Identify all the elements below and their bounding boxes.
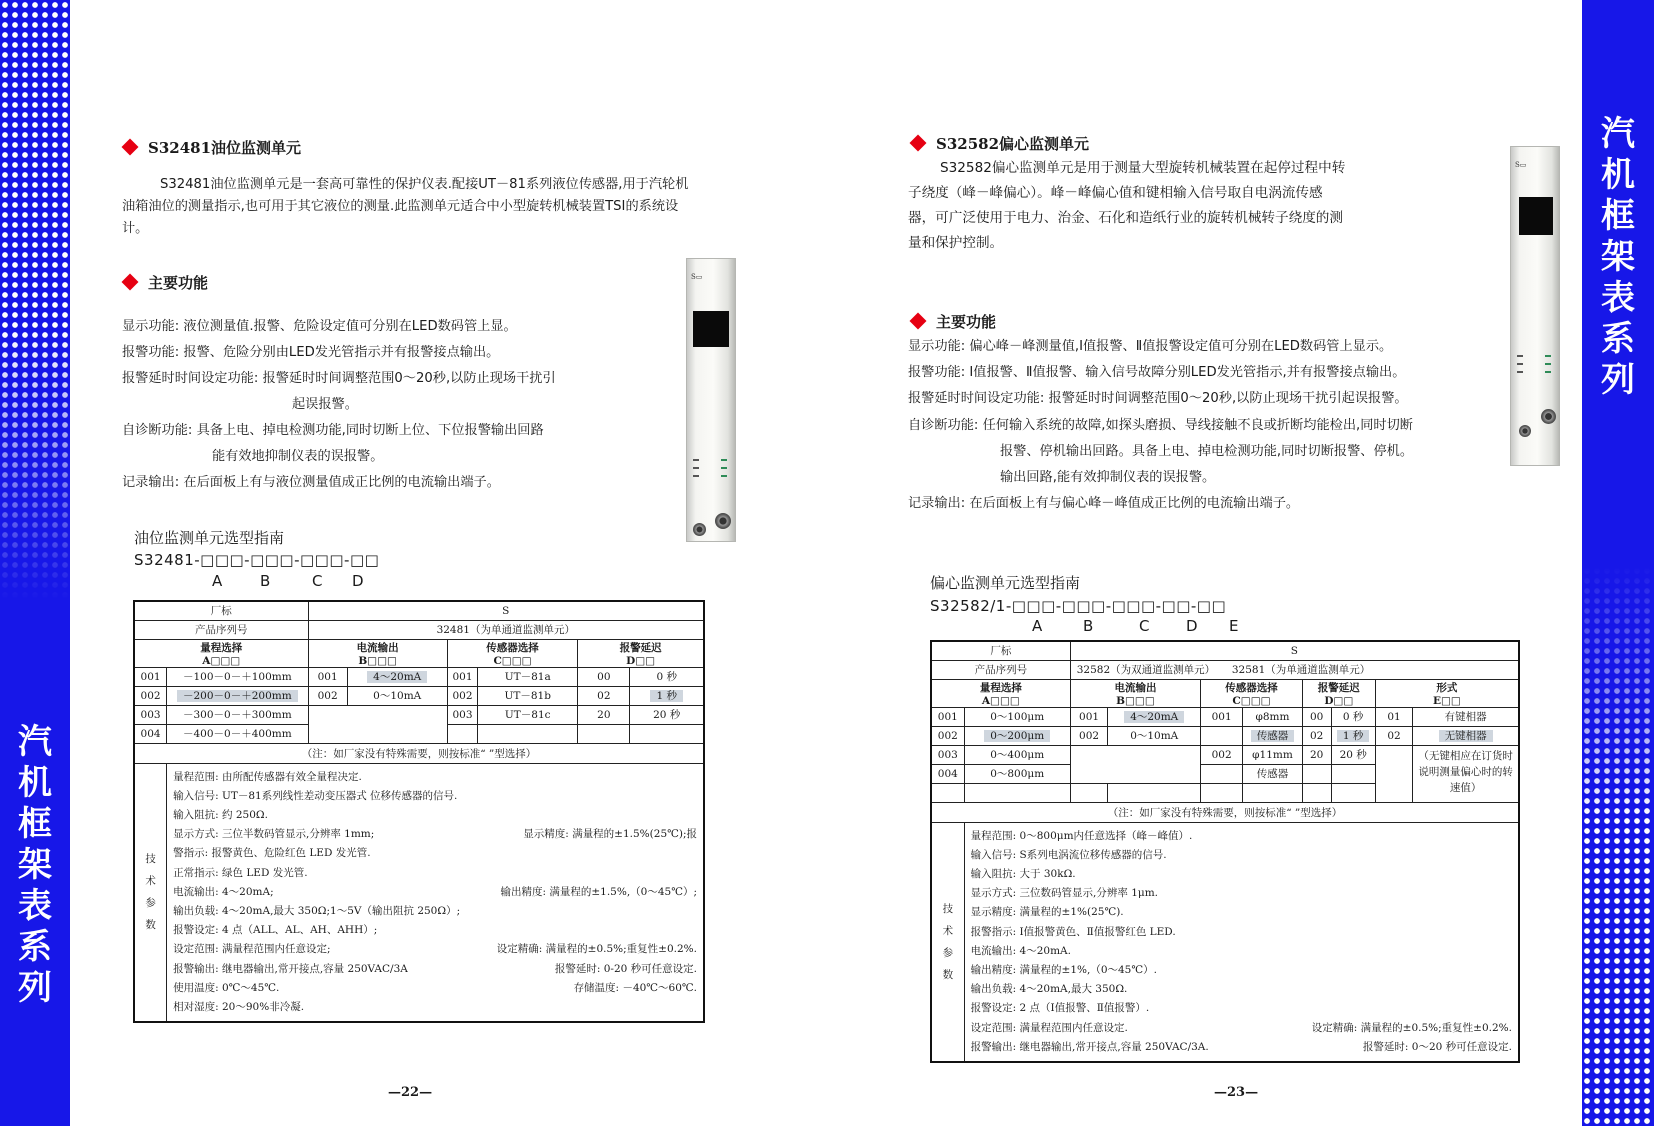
table-cell: UT－81c: [478, 705, 578, 724]
diamond-bullet-icon: [122, 139, 139, 156]
tech-label: 技 术 参 数: [931, 822, 964, 1062]
function-item: 报警、停机输出回路。具备上电、掉电检测功能,同时切断报警、停机。 输出回路,能有效抑制仪表的误报警。: [1000, 443, 1414, 486]
table-row: [134, 667, 704, 686]
table-cell: 20 秒: [1331, 745, 1375, 764]
function-list: [122, 314, 556, 496]
tech-param-text: 输入阻抗: 约 250Ω.: [173, 808, 268, 821]
table-cell: [478, 724, 578, 743]
diamond-bullet-icon: [122, 274, 139, 291]
function-item: 报警功能: 报警、危险分别由LED发光管指示并有报警接点输出。: [122, 345, 500, 360]
table-cell: [1302, 764, 1331, 783]
table-cell: 20: [578, 705, 630, 724]
tech-param-line: [173, 998, 697, 1017]
table-cell: 0～100μm: [964, 707, 1070, 726]
table-cell: 02: [578, 686, 630, 705]
tech-param-text: 输入信号: S系列电涡流位移传感器的信号.: [970, 848, 1167, 861]
tech-param-line: [173, 883, 697, 902]
table-cell: 002: [1201, 745, 1243, 764]
dot-pattern: [1582, 566, 1654, 1126]
diamond-bullet-icon: [910, 313, 927, 330]
table-cell: 004: [931, 764, 964, 783]
tech-param-text: 电流输出: 4～20mA;: [173, 885, 274, 898]
table-cell: 001: [447, 667, 477, 686]
tech-param-text: 警指示: 报警黄色、危险红色 LED 发光管.: [173, 847, 371, 860]
selection-guide-title: 油位监测单元选型指南: [134, 529, 285, 547]
table-cell: [308, 705, 447, 743]
function-item: 显示功能: 液位测量值.报警、危险设定值可分别在LED数码管上显。: [122, 319, 517, 334]
group-header: 电流输出 B□□□: [308, 639, 447, 667]
series-label: 产品序列号: [134, 620, 308, 639]
table-cell: [447, 724, 477, 743]
left-sidebar: [0, 0, 70, 1126]
group-header: 传感器选择 C□□□: [1201, 679, 1303, 707]
table-cell: 003: [931, 745, 964, 764]
group-header: 电流输出 B□□□: [1070, 679, 1200, 707]
tech-params: [167, 763, 704, 1022]
table-cell: UT－81a: [478, 667, 578, 686]
tech-param-text: 正常指示: 绿色 LED 发光管.: [173, 866, 308, 879]
tech-param-line: [173, 921, 697, 940]
tech-param-text: 设定精确: 满量程的±0.5%;重复性±0.2%.: [1311, 1021, 1512, 1034]
table-row: [134, 705, 704, 724]
table-cell: 4～20mA: [1108, 707, 1201, 726]
tech-param-line: [173, 902, 697, 921]
table-cell: 1 秒: [1331, 726, 1375, 745]
table-cell: 002: [1070, 726, 1108, 745]
tech-param-text: 相对湿度: 20～90%非冷凝.: [173, 1000, 305, 1013]
tech-param-text: 量程范围: 0～800μm内任意选择（峰－峰值）.: [970, 829, 1193, 842]
tech-param-text: 存储温度: －40℃～60℃.: [573, 981, 697, 994]
table-cell: [630, 724, 704, 743]
tech-label: 技 术 参 数: [134, 763, 167, 1022]
intro-paragraph: S32582偏心监测单元是用于测量大型旋转机械装置在起停过程中转子绕度（峰－峰偏心）。峰－峰偏心值和键相输入信号取自电涡流传感器，可广泛使用于电力、治金、石化和造纸行业的旋转机械转子绕度的测量和保护控制。: [908, 160, 1346, 251]
tech-param-text: 输出精度: 满量程的±1%,（0～45℃）.: [970, 963, 1157, 976]
table-cell: [1375, 745, 1413, 802]
table-cell: [1070, 783, 1108, 802]
table-cell: 传感器: [1243, 764, 1303, 783]
table-cell: 0～200μm: [964, 726, 1070, 745]
table-row: [931, 726, 1519, 745]
brand-logo-icon: S▭: [1515, 161, 1527, 169]
tech-param-text: 报警输出: 继电器输出,常开接点,容量 250VAC/3A.: [970, 1040, 1209, 1053]
page-number: —23—: [1214, 1085, 1259, 1100]
table-cell: 0～10mA: [347, 686, 447, 705]
table-cell: 无键相器: [1413, 726, 1519, 745]
table-cell: [1070, 745, 1200, 783]
tech-param-text: 输入阻抗: 大于 30kΩ.: [970, 867, 1076, 880]
tech-param-line: [971, 1019, 1512, 1038]
table-cell: [1243, 783, 1303, 802]
tech-param-text: 报警设定: 2 点（Ⅰ值报警、Ⅱ值报警）.: [970, 1002, 1150, 1015]
function-item: 自诊断功能: 具备上电、掉电检测功能,同时切断上位、下位报警输出回路: [122, 423, 544, 438]
group-header: 报警延迟 D□□: [578, 639, 704, 667]
tech-param-text: 输出负载: 4～20mA,最大 350Ω.: [970, 983, 1128, 996]
table-cell: 0～400μm: [964, 745, 1070, 764]
tech-param-text: 报警指示: Ⅰ值报警黄色、Ⅱ值报警红色 LED.: [970, 925, 1176, 938]
sidebar-title: 汽 机 框 架 表 系 列: [1601, 114, 1635, 400]
table-cell: UT－81b: [478, 686, 578, 705]
sidebar-title: 汽 机 框 架 表 系 列: [18, 722, 52, 1008]
table-note: （注：如厂家没有特殊需要，则按标准“ ”型选择）: [134, 743, 704, 763]
tech-param-text: 报警输出: 继电器输出,常开接点,容量 250VAC/3A: [173, 962, 408, 975]
tech-param-line: [971, 865, 1512, 884]
tech-param-text: 报警延时: 0-20 秒可任意设定.: [554, 962, 697, 975]
table-cell: 0～800μm: [964, 764, 1070, 783]
brand-logo-icon: S▭: [691, 273, 703, 281]
selection-table: [133, 600, 705, 1023]
function-list: [908, 334, 1413, 517]
table-cell: [1331, 764, 1375, 783]
diamond-bullet-icon: [910, 135, 927, 152]
tech-param-line: [971, 942, 1512, 961]
table-cell: [1302, 783, 1331, 802]
tech-param-line: [173, 787, 697, 806]
function-item: 记录输出: 在后面板上有与偏心峰－峰值成正比例的电流输出端子。: [908, 496, 1300, 512]
table-cell: 00: [1302, 707, 1331, 726]
tech-param-text: 输出精度: 满量程的±1.5%,（0～45℃）;: [500, 885, 697, 898]
table-cell: 0 秒: [1331, 707, 1375, 726]
tech-param-line: [971, 884, 1512, 903]
function-item: 自诊断功能: 任何输入系统的故障,如探头磨损、导线接触不良或折断均能检出,同时切断: [908, 417, 1413, 433]
tech-param-text: 设定范围: 满量程范围内任意设定;: [173, 943, 331, 956]
tech-param-line: [971, 980, 1512, 999]
tech-param-line: [173, 768, 697, 787]
table-cell: 01: [1375, 707, 1413, 726]
group-header: 量程选择 A□□□: [134, 639, 308, 667]
function-item: 显示功能: 偏心峰－峰测量值,Ⅰ值报警、Ⅱ值报警设定值可分别在LED数码管上显示。: [908, 339, 1393, 354]
table-cell: 001: [308, 667, 347, 686]
tech-params: [964, 822, 1519, 1062]
group-header: 形式 E□□: [1375, 679, 1519, 707]
form-note: （无键相应在订货时说明测量偏心时的转速值）: [1413, 745, 1519, 802]
tech-param-text: 报警设定: 4 点（ALL、AL、AH、AHH）;: [173, 924, 378, 937]
table-cell: 20: [1302, 745, 1331, 764]
tech-param-text: 设定精确: 满量程的±0.5%;重复性±0.2%.: [496, 943, 697, 956]
tech-param-text: 显示精度: 满量程的±1%(25℃).: [970, 906, 1124, 919]
table-cell: 001: [1070, 707, 1108, 726]
tech-param-line: [173, 806, 697, 825]
dot-pattern: [0, 0, 70, 600]
table-cell: φ11mm: [1243, 745, 1303, 764]
group-header: 传感器选择 C□□□: [447, 639, 578, 667]
tech-param-text: 显示精度: 满量程的±1.5%(25℃);报: [523, 828, 697, 841]
table-cell: 传感器: [1243, 726, 1303, 745]
function-item: 报警功能: Ⅰ值报警、Ⅱ值报警、输入信号故障分别LED发光管指示,并有报警接点输出。: [908, 365, 1406, 381]
section-title: 主要功能: [912, 311, 996, 332]
table-cell: 003: [134, 705, 167, 724]
tech-param-text: 电流输出: 4～20mA.: [970, 944, 1071, 957]
table-cell: [578, 724, 630, 743]
table-cell: 4～20mA: [347, 667, 447, 686]
tech-param-line: [173, 979, 697, 998]
brand-value: S: [308, 601, 704, 620]
function-item: 报警延时时间设定功能: 报警延时时间调整范围0～20秒,以防止现场干扰引起误报警。: [908, 391, 1408, 407]
table-cell: 002: [931, 726, 964, 745]
table-cell: 002: [134, 686, 167, 705]
selection-guide-title: 偏心监测单元选型指南: [930, 574, 1081, 592]
model-code: S32582/1-□□□-□□□-□□□-□□-□□: [930, 597, 1227, 615]
tech-param-text: 显示方式: 三位数码管显示,分辨率 1μm.: [970, 887, 1159, 900]
function-item: 报警延时时间设定功能: 报警延时时间调整范围0～20秒,以防止现场干扰引: [122, 371, 556, 386]
tech-param-line: [173, 844, 697, 863]
tech-param-text: 量程范围: 由所配传感器有效全量程决定.: [173, 770, 362, 783]
tech-param-line: [173, 960, 697, 979]
table-row: [931, 745, 1519, 764]
tech-param-line: [971, 827, 1512, 846]
section-title: S32582偏心监测单元: [912, 133, 1089, 154]
tech-param-text: 设定范围: 满量程范围内任意设定.: [970, 1021, 1128, 1034]
table-cell: 20 秒: [630, 705, 704, 724]
table-cell: 0～10mA: [1108, 726, 1201, 745]
tech-param-line: [971, 846, 1512, 865]
table-cell: －300－0－＋300mm: [167, 705, 308, 724]
series-label: 产品序列号: [931, 660, 1070, 679]
table-cell: [931, 783, 964, 802]
tech-param-text: 使用温度: 0℃～45℃.: [173, 981, 280, 994]
table-cell: －200－0－＋200mm: [167, 686, 308, 705]
tech-param-text: 报警延时: 0～20 秒可任意设定.: [1362, 1040, 1512, 1053]
table-cell: [1108, 783, 1201, 802]
table-cell: 02: [1302, 726, 1331, 745]
table-cell: 004: [134, 724, 167, 743]
device-image: [686, 258, 736, 542]
table-cell: 001: [134, 667, 167, 686]
page-number: —22—: [388, 1085, 433, 1100]
table-cell: 002: [308, 686, 347, 705]
table-cell: [1331, 783, 1375, 802]
table-cell: 001: [931, 707, 964, 726]
brand-label: 厂标: [931, 641, 1070, 660]
table-cell: 02: [1375, 726, 1413, 745]
tech-param-text: 输入信号: UT－81系列线性差动变压器式 位移传感器的信号.: [173, 789, 458, 802]
table-cell: 001: [1201, 707, 1243, 726]
function-item: 起误报警。: [292, 397, 358, 412]
series-value: 32582（为双通道监测单元） 32581（为单通道监测单元）: [1070, 660, 1519, 679]
table-cell: [1201, 783, 1243, 802]
tech-param-line: [173, 825, 697, 844]
table-cell: 有键相器: [1413, 707, 1519, 726]
table-cell: 1 秒: [630, 686, 704, 705]
group-header: 报警延迟 D□□: [1302, 679, 1375, 707]
section-title: S32481油位监测单元: [124, 137, 301, 158]
brand-value: S: [1070, 641, 1519, 660]
table-row: [134, 686, 704, 705]
series-value: 32481（为单通道监测单元）: [308, 620, 704, 639]
table-row: [931, 707, 1519, 726]
function-item: 能有效地抑制仪表的误报警。: [212, 449, 384, 464]
table-cell: [1201, 764, 1243, 783]
table-cell: －400－0－＋400mm: [167, 724, 308, 743]
table-cell: 002: [447, 686, 477, 705]
tech-param-line: [173, 940, 697, 959]
model-code: S32481-□□□-□□□-□□□-□□: [134, 551, 380, 569]
tech-param-line: [971, 1038, 1512, 1057]
table-cell: [1201, 726, 1243, 745]
tech-param-line: [971, 961, 1512, 980]
function-item: 记录输出: 在后面板上有与液位测量值成正比例的电流输出端子。: [122, 475, 500, 490]
tech-param-line: [173, 864, 697, 883]
device-image: [1510, 146, 1560, 466]
right-sidebar: [1582, 0, 1654, 1126]
tech-param-text: 显示方式: 三位半数码管显示,分辨率 1mm;: [173, 828, 375, 841]
brand-label: 厂标: [134, 601, 308, 620]
selection-table: [930, 640, 1520, 1063]
table-note: （注：如厂家没有特殊需要，则按标准“ ”型选择）: [931, 802, 1519, 822]
intro-paragraph: S32481油位监测单元是一套高可靠性的保护仪表.配接UT－81系列液位传感器,用于汽轮机油箱油位的测量指示,也可用于其它液位的测量.此监测单元适合中小型旋转机械装置TSI的系统设计。: [122, 177, 689, 236]
table-cell: －100－0－＋100mm: [167, 667, 308, 686]
table-cell: 00: [578, 667, 630, 686]
tech-param-line: [971, 903, 1512, 922]
group-header: 量程选择 A□□□: [931, 679, 1070, 707]
tech-param-line: [971, 923, 1512, 942]
table-cell: 0 秒: [630, 667, 704, 686]
table-cell: [964, 783, 1070, 802]
table-cell: φ8mm: [1243, 707, 1303, 726]
section-title: 主要功能: [124, 272, 208, 293]
table-cell: 003: [447, 705, 477, 724]
tech-param-line: [971, 999, 1512, 1018]
tech-param-text: 输出负载: 4～20mA,最大 350Ω;1～5V（输出阻抗 250Ω）;: [173, 904, 461, 917]
